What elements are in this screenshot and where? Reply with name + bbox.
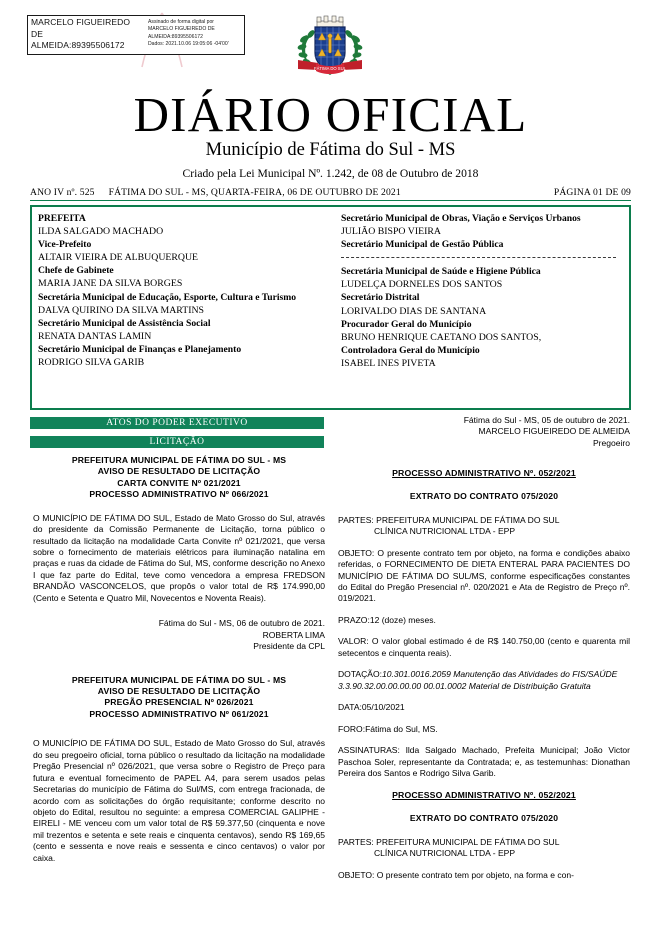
notice-block-carta-convite bbox=[33, 455, 325, 653]
official-role: Secretária Municipal de Saúde e Higiene Pública bbox=[341, 266, 541, 278]
official-name: BRUNO HENRIQUE CAETANO DOS SANTOS, bbox=[341, 331, 542, 343]
signature-detail-line-2: MARCELO FIGUEIREDO DE bbox=[148, 26, 215, 33]
signature-name-line-1: MARCELO FIGUEIREDO bbox=[31, 17, 131, 27]
official-name: ISABEL INES PIVETA bbox=[341, 357, 436, 369]
contract-dotacao-line-1 bbox=[338, 669, 630, 680]
contract-partes-line-2: CLÍNICA NUTRICIONAL LTDA - EPP bbox=[374, 526, 516, 537]
right-column bbox=[338, 415, 630, 881]
section-bar-atos-poder-executivo: ATOS DO PODER EXECUTIVO bbox=[30, 417, 324, 429]
official-role: Procurador Geral do Município bbox=[341, 318, 472, 330]
officials-left-column bbox=[38, 212, 337, 404]
contract-objeto: OBJETO: O presente contrato tem por objeto, na forma e con- bbox=[338, 869, 574, 880]
contract-valor: VALOR: O valor global estimado é de R$ 140.750,00 (cento e quarenta mil setecentos e cinquenta reais). bbox=[338, 636, 630, 658]
contract-prazo: PRAZO:12 (doze) meses. bbox=[338, 614, 436, 625]
officials-divider bbox=[341, 257, 616, 258]
contract-block-1 bbox=[338, 467, 630, 779]
signature-box bbox=[27, 15, 245, 55]
official-name: LUDELÇA DORNELES DOS SANTOS bbox=[341, 279, 503, 291]
notice-heading-line: AVISO DE RESULTADO DE LICITAÇÃO bbox=[97, 466, 261, 477]
official-name: RENATA DANTAS LAMIN bbox=[38, 330, 152, 342]
contract-foro: FORO:Fátima do Sul, MS. bbox=[338, 723, 438, 734]
signature-detail-line-3: ALMEIDA:89395506172 bbox=[148, 33, 203, 40]
pregoeiro-sign-title: Pregoeiro bbox=[592, 437, 630, 448]
notice-heading-line: PROCESSO ADMINISTRATIVO Nº 061/2021 bbox=[89, 708, 269, 719]
notice-heading-line: PREFEITURA MUNICIPAL DE FÁTIMA DO SUL - MS bbox=[71, 455, 287, 465]
contract-partes-line-2: CLÍNICA NUTRICIONAL LTDA - EPP bbox=[374, 848, 516, 859]
left-column bbox=[33, 455, 325, 864]
contract-dotacao-label: DOTAÇÃO: bbox=[338, 669, 383, 680]
notice-body: O MUNICÍPIO DE FÁTIMA DO SUL, Estado de Mato Grosso do Sul, através do seu pregoeiro oficial, torna público o resultado da licitação na modalidade Pregão Presencial nº 026/2021, que versa sobre o Registro de Preço para futura e eventual fornecimento de PAPEL A4, para serem usados pelas Secretarias do município de Fátima do Sul/MS, com entrega fracionada, de acordo com as solicitações do órgão requisitante; conforme descrito no objeto do Edital, resultou no seguinte: a empresa COMERCIAL GALIPHE - EIRELI - ME venceu com um valor total de R$ 59.377,50 (cinquenta e nove mil trezentos e setenta e sete reais e cinquenta centavos), sendo R$ 169,65 (cento e sessenta e nove reais e sessenta e cinco centavos) o valor por caixa. bbox=[33, 738, 325, 863]
edition-line bbox=[30, 187, 631, 201]
notice-heading-line: PROCESSO ADMINISTRATIVO Nº 066/2021 bbox=[89, 489, 269, 500]
notice-body: O MUNICÍPIO DE FÁTIMA DO SUL, Estado de Mato Grosso do Sul, através do presidente da Comissão Permanente de Licitação, torna público o resultado da licitação na modalidade Carta Convite nº 021/2021, que versa sobre o fornecimento de materiais elétricos para iluminação natalina em praças e ruas da cidade de Fátima do Sul, MS, conforme descrição no Anexo I que faz parte do Edital, teve como vencedora a empresa FREDSON BRANDÃO VASCONCELOS, que propôs o valor total de R$ 174.990,00 (Cento e Setenta e Quatro Mil, Novecentos e Noventa Reais). bbox=[33, 512, 325, 603]
official-role: Vice-Prefeito bbox=[38, 239, 92, 251]
signature-details bbox=[146, 16, 244, 54]
notice-heading-line: CARTA CONVITE Nº 021/2021 bbox=[117, 477, 241, 488]
official-name: ALTAIR VIEIRA DE ALBUQUERQUE bbox=[38, 252, 199, 264]
signature-name-line-2: DE bbox=[31, 28, 44, 39]
contract-block-2 bbox=[338, 789, 630, 881]
signature-name-line-3: ALMEIDA:89395506172 bbox=[31, 40, 125, 51]
masthead-subtitle: Município de Fátima do Sul - MS bbox=[205, 140, 456, 160]
officials-right-column bbox=[337, 212, 625, 404]
pregoeiro-sign-date: Fátima do Sul - MS, 05 de outubro de 2021. bbox=[463, 415, 630, 425]
page-title: DIÁRIO OFICIAL bbox=[133, 87, 528, 142]
official-name: RODRIGO SILVA GARIB bbox=[38, 357, 145, 369]
notice-heading-line: PREFEITURA MUNICIPAL DE FÁTIMA DO SUL - MS bbox=[71, 674, 287, 685]
official-role: Controladora Geral do Município bbox=[341, 344, 480, 356]
notice-sign-name: ROBERTA LIMA bbox=[262, 629, 325, 640]
contract-process-number: PROCESSO ADMINISTRATIVO Nº. 052/2021 bbox=[392, 468, 576, 479]
contract-partes-line-1: PARTES: PREFEITURA MUNICIPAL DE FÁTIMA DO SUL bbox=[338, 514, 560, 525]
official-role: Secretária Municipal de Educação, Esporte, Cultura e Turismo bbox=[38, 291, 297, 303]
contract-objeto: OBJETO: O presente contrato tem por objeto, na forma e condições abaixo referidas, o FORNECIMENTO DE DIETA ENTERAL PARA PACIENTES DO MUNICÍPIO DE FÁTIMA DO SUL/MS, conforme especificações constantes do Edital do Pregão Presencial nº. 020/2021 e Ata de Registro de Preço nº. 019/2021. bbox=[338, 547, 630, 604]
edition-place-date: FÁTIMA DO SUL - MS, QUARTA-FEIRA, 06 DE OUTUBRO DE 2021 bbox=[108, 187, 401, 198]
contract-partes-line-1: PARTES: PREFEITURA MUNICIPAL DE FÁTIMA DO SUL bbox=[338, 836, 560, 847]
official-role: Secretário Municipal de Assistência Social bbox=[38, 317, 211, 329]
official-name: ILDA SALGADO MACHADO bbox=[38, 226, 164, 238]
contract-extract-title: EXTRATO DO CONTRATO 075/2020 bbox=[409, 813, 559, 824]
official-name: DALVA QUIRINO DA SILVA MARTINS bbox=[38, 304, 204, 316]
signature-detail-line-1: Assinado de forma digital por bbox=[148, 19, 214, 25]
official-role: PREFEITA bbox=[38, 213, 86, 224]
edition-page-number: PÁGINA 01 DE 09 bbox=[553, 187, 631, 198]
official-name: LORIVALDO DIAS DE SANTANA bbox=[341, 305, 487, 317]
contract-extract-title: EXTRATO DO CONTRATO 075/2020 bbox=[409, 491, 559, 502]
official-role: Secretário Municipal de Gestão Pública bbox=[341, 239, 504, 251]
notice-sign-date: Fátima do Sul - MS, 06 de outubro de 2021. bbox=[158, 618, 325, 629]
masthead-law-text: Criado pela Lei Municipal Nº. 1.242, de 08 de Outubro de 2018 bbox=[182, 167, 479, 180]
section-bar-licitacao: LICITAÇÃO bbox=[30, 436, 324, 448]
official-role: Secretário Municipal de Obras, Viação e Serviços Urbanos bbox=[341, 213, 581, 224]
edition-number: ANO IV nº. 525 bbox=[30, 187, 95, 198]
official-role: Secretário Municipal de Finanças e Planejamento bbox=[38, 343, 242, 355]
signature-name bbox=[28, 16, 146, 54]
contract-data: DATA:05/10/2021 bbox=[338, 702, 405, 713]
official-role: Secretário Distrital bbox=[341, 292, 420, 304]
masthead bbox=[0, 88, 661, 182]
svg-text:FÁTIMA DO SUL: FÁTIMA DO SUL bbox=[314, 66, 346, 71]
signature-detail-line-4: Dados: 2021.10.06 19:05:06 -04'00' bbox=[148, 40, 229, 47]
official-name: JULIÃO BISPO VIEIRA bbox=[341, 226, 441, 238]
notice-heading-line: PREGÃO PRESENCIAL Nº 026/2021 bbox=[104, 697, 254, 708]
notice-sign-title: Presidente da CPL bbox=[253, 641, 325, 652]
digital-signature-stamp bbox=[27, 15, 245, 55]
contract-dotacao-value-1: 10.301.0016.2059 Manutenção das Atividades do FIS/SAÚDE bbox=[382, 669, 618, 680]
notice-heading-line: AVISO DE RESULTADO DE LICITAÇÃO bbox=[97, 686, 261, 697]
officials-box bbox=[30, 205, 631, 410]
coat-of-arms-emblem bbox=[292, 13, 368, 87]
contract-dotacao-line-2: 3.3.90.32.00.00.00.00 00.01.0002 Material de Distribuição Gratuita bbox=[338, 680, 591, 691]
contract-process-number: PROCESSO ADMINISTRATIVO Nº. 052/2021 bbox=[392, 790, 576, 801]
notice-block-pregao-presencial bbox=[33, 675, 325, 865]
official-name: MARIA JANE DA SILVA BORGES bbox=[38, 278, 183, 290]
pregoeiro-sign-name: MARCELO FIGUEIREDO DE ALMEIDA bbox=[478, 426, 630, 437]
official-role: Chefe de Gabinete bbox=[38, 265, 114, 277]
contract-assinaturas: ASSINATURAS: Ilda Salgado Machado, Prefeita Municipal; João Victor Paschoa Soler, representante da Contratada; e, as testemunhas: Dionathan Pereira dos Santos e Rodrigo Silva Garib. bbox=[338, 745, 630, 779]
